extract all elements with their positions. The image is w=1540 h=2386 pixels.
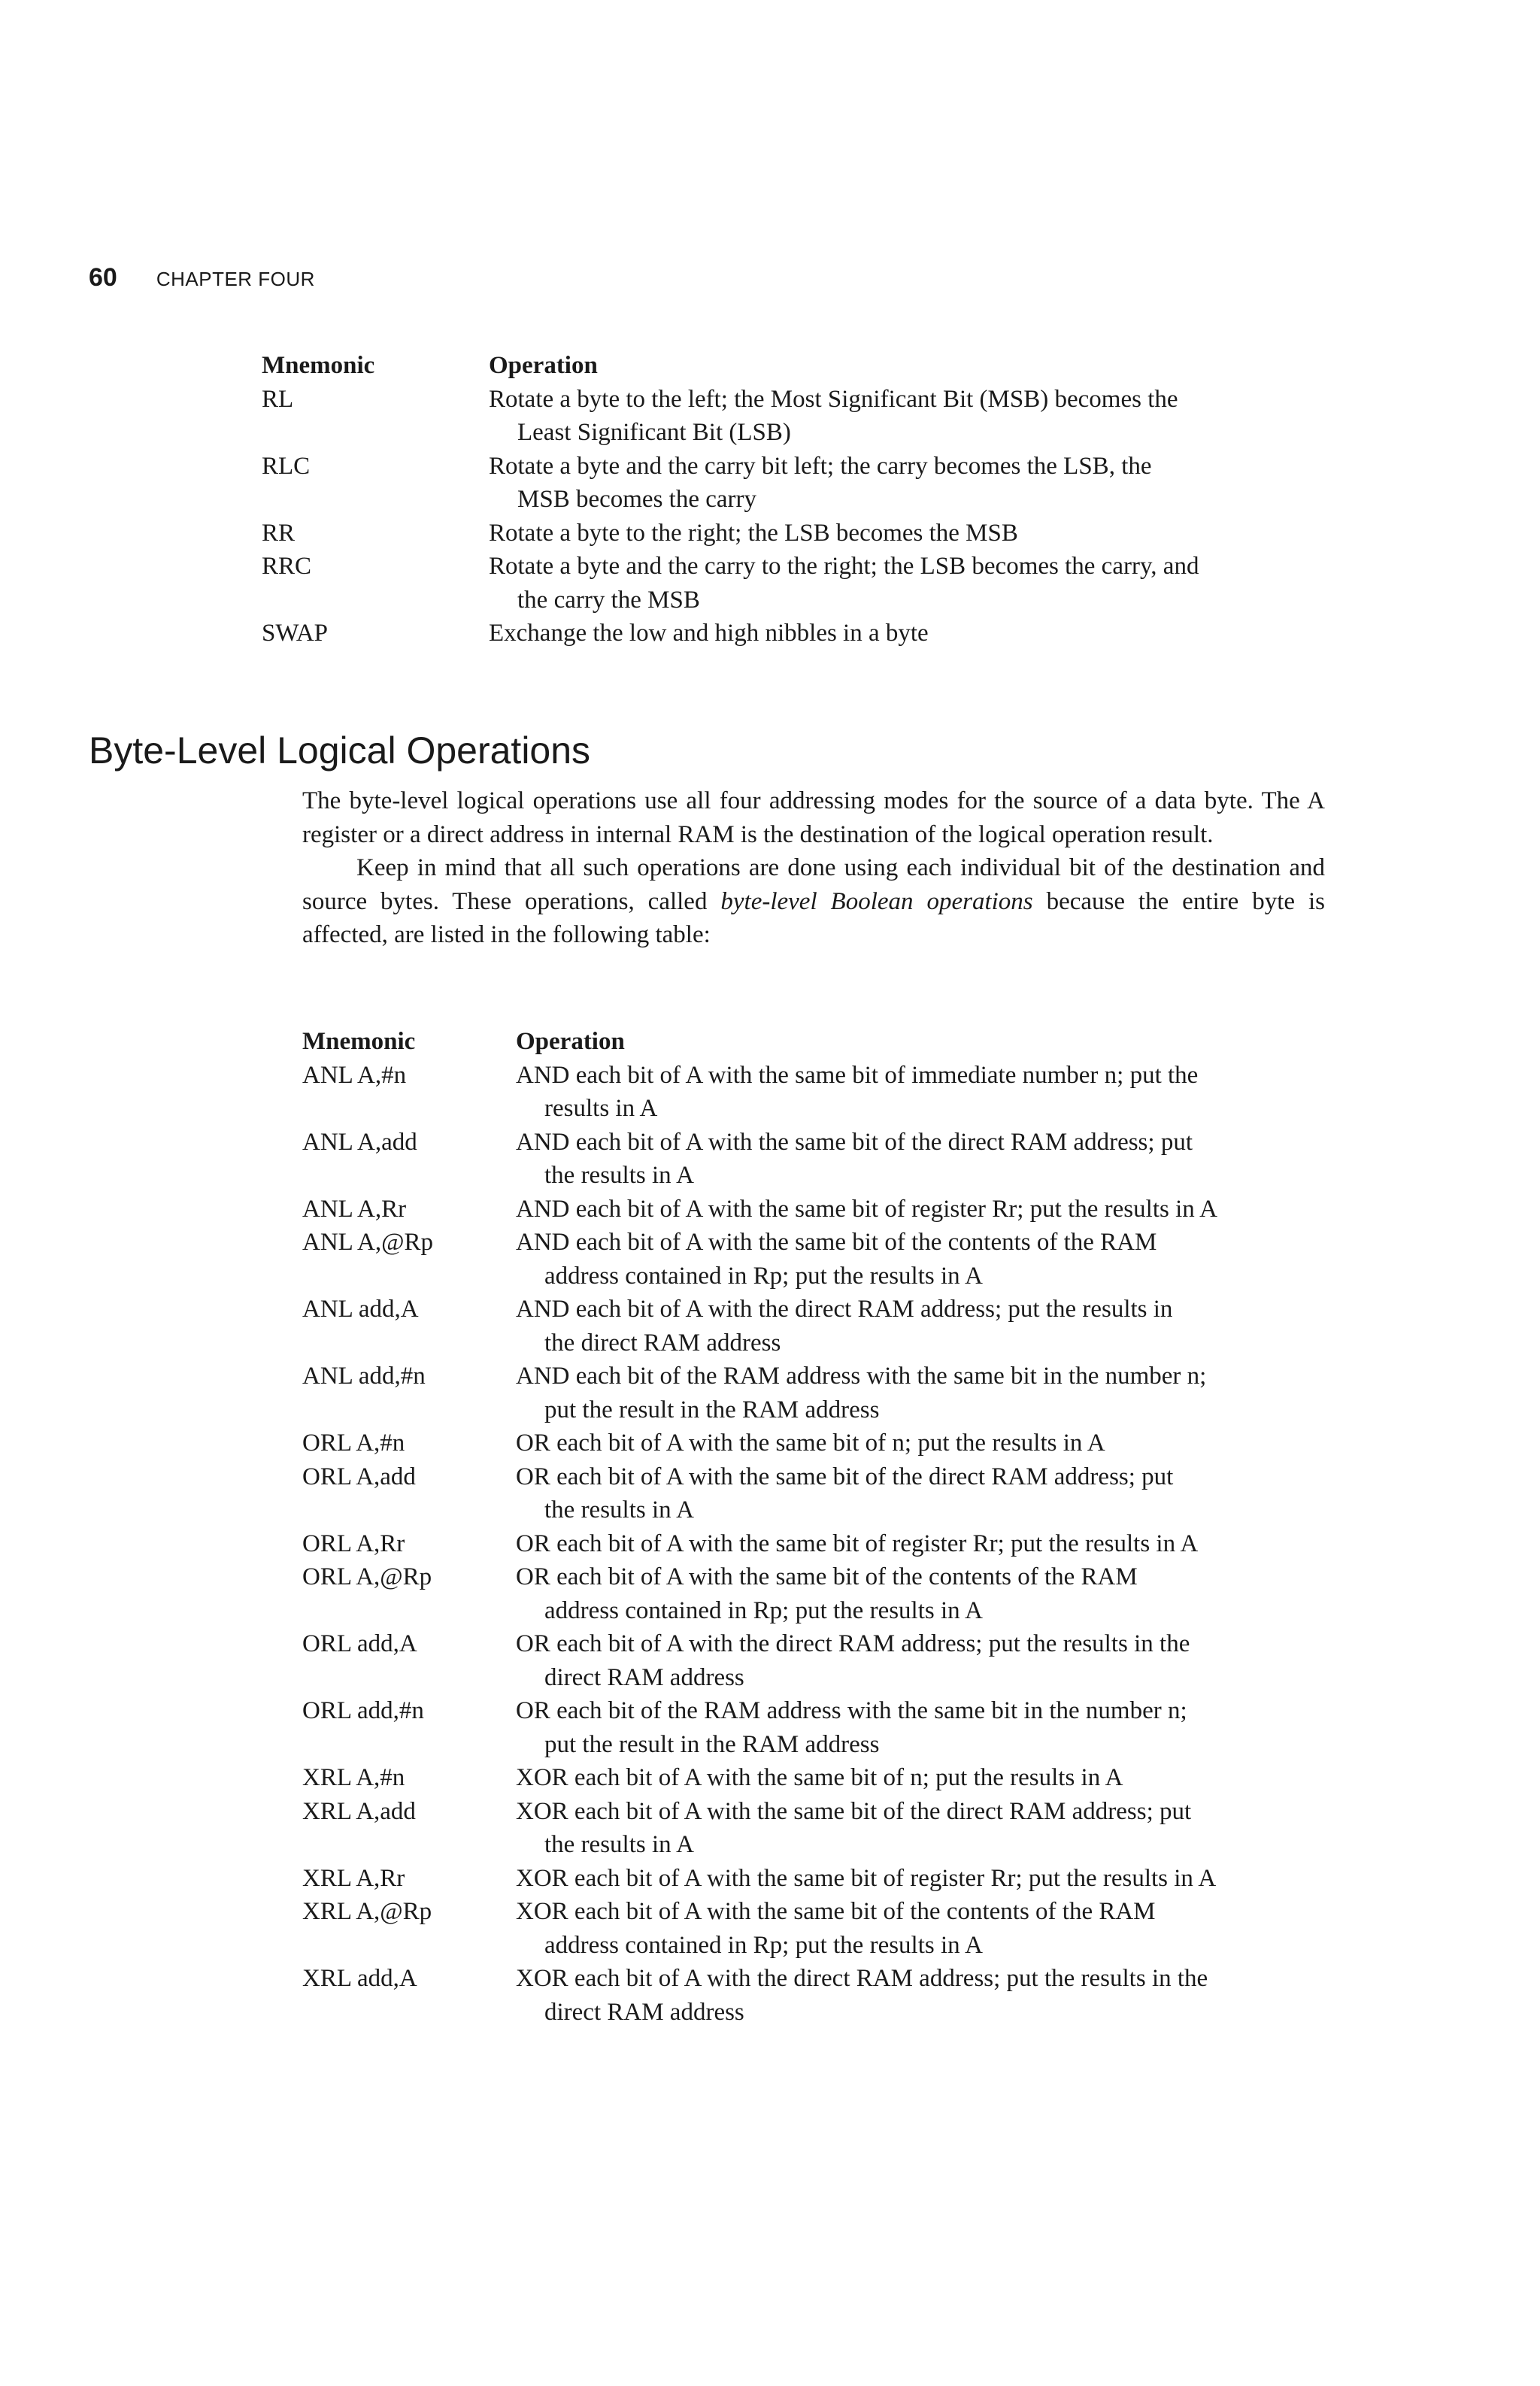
operation-cell: [516, 1560, 1340, 1627]
operation-cell: [516, 1862, 1340, 1896]
table-row: [302, 1193, 1340, 1226]
table-row: [302, 1460, 1340, 1527]
operation-line: address contained in Rp; put the results in A: [544, 1262, 983, 1290]
paragraph-1: The byte-level logical operations use all four addressing modes for the source of a data byte. The A register or a direct address in internal RAM is the destination of the logical operation result.: [302, 787, 1325, 848]
operation-cell: [489, 617, 1314, 650]
operation-line: AND each bit of the RAM address with the same bit in the number n;: [516, 1363, 1207, 1390]
operation-cell: [516, 1059, 1340, 1126]
table-row: [302, 1895, 1340, 1962]
mnemonic-cell: ANL A,@Rp: [302, 1229, 434, 1256]
mnemonic-cell: ORL A,add: [302, 1463, 416, 1490]
operation-cell: [489, 383, 1314, 450]
table-row: [302, 1560, 1340, 1627]
table-row: [302, 1126, 1340, 1193]
operation-cell: [516, 1460, 1340, 1527]
mnemonic-cell: XRL A,#n: [302, 1764, 405, 1791]
operation-cell: [516, 1360, 1340, 1426]
operation-line: the direct RAM address: [544, 1329, 781, 1357]
table-header: [302, 1025, 1340, 1059]
mnemonic-cell: XRL A,@Rp: [302, 1898, 432, 1925]
operation-line: results in A: [544, 1095, 658, 1122]
mnemonic-cell: RLC: [262, 452, 311, 480]
table-row: [302, 1862, 1340, 1896]
operation-cell: [516, 1226, 1340, 1293]
paragraph-2-text-b: because the entire byte is affected, are listed in the following table:: [302, 887, 1325, 948]
mnemonic-cell: ORL A,Rr: [302, 1530, 405, 1557]
paragraph-2: [302, 851, 1325, 952]
operation-line: Rotate a byte to the right; the LSB becomes the MSB: [489, 519, 1018, 547]
table-row: [262, 617, 1314, 650]
operation-line: OR each bit of A with the same bit of n; put the results in A: [516, 1429, 1105, 1457]
table-row: [302, 1059, 1340, 1126]
operation-line: Least Significant Bit (LSB): [517, 419, 791, 446]
operation-line: AND each bit of A with the same bit of the contents of the RAM: [516, 1229, 1157, 1256]
mnemonic-cell: XRL A,Rr: [302, 1864, 405, 1892]
mnemonic-cell: ANL add,A: [302, 1296, 419, 1323]
operation-line: Exchange the low and high nibbles in a byte: [489, 620, 929, 647]
table-row: [302, 1293, 1340, 1360]
operation-line: address contained in Rp; put the results in A: [544, 1931, 983, 1959]
operation-line: AND each bit of A with the same bit of register Rr; put the results in A: [516, 1195, 1218, 1223]
operation-line: the carry the MSB: [517, 586, 700, 614]
table-row: [302, 1360, 1340, 1426]
operation-cell: [516, 1627, 1340, 1694]
table-row: [302, 1761, 1340, 1795]
operation-cell: [516, 1895, 1340, 1962]
mnemonic-cell: ORL add,#n: [302, 1697, 424, 1724]
operation-line: XOR each bit of A with the same bit of register Rr; put the results in A: [516, 1864, 1217, 1892]
table-row: [302, 1795, 1340, 1862]
mnemonic-header: Mnemonic: [302, 1028, 416, 1055]
mnemonic-cell: ORL A,#n: [302, 1429, 405, 1457]
operation-header: Operation: [516, 1028, 625, 1055]
mnemonic-cell: XRL add,A: [302, 1965, 417, 1992]
table-row: [302, 1426, 1340, 1460]
operation-header: Operation: [489, 352, 598, 379]
table-row: [262, 450, 1314, 517]
logical-instruction-table: [302, 1025, 1340, 2029]
operation-cell: [516, 1694, 1340, 1761]
table-row: [262, 517, 1314, 550]
table-row: [302, 1226, 1340, 1293]
table-row: [302, 1962, 1340, 2029]
operation-line: Rotate a byte and the carry to the right; the LSB becomes the carry, and: [489, 553, 1199, 580]
mnemonic-cell: RL: [262, 385, 294, 413]
operation-line: XOR each bit of A with the same bit of n; put the results in A: [516, 1764, 1123, 1791]
operation-line: direct RAM address: [544, 1998, 744, 2026]
mnemonic-cell: SWAP: [262, 620, 329, 647]
operation-cell: [516, 1126, 1340, 1193]
operation-cell: [516, 1795, 1340, 1862]
mnemonic-cell: ANL A,Rr: [302, 1195, 407, 1223]
operation-line: AND each bit of A with the same bit of immediate number n; put the: [516, 1061, 1199, 1089]
operation-line: XOR each bit of A with the same bit of the contents of the RAM: [516, 1898, 1156, 1925]
page-number: 60: [89, 263, 117, 292]
mnemonic-cell: ORL add,A: [302, 1630, 417, 1657]
section-body: [302, 784, 1325, 952]
operation-line: the results in A: [544, 1496, 694, 1523]
operation-cell: [516, 1527, 1340, 1561]
mnemonic-cell: ANL add,#n: [302, 1363, 426, 1390]
operation-line: direct RAM address: [544, 1663, 744, 1691]
operation-line: OR each bit of A with the same bit of the direct RAM address; put: [516, 1463, 1174, 1490]
operation-line: MSB becomes the carry: [517, 486, 756, 513]
mnemonic-cell: ANL A,add: [302, 1128, 417, 1156]
operation-line: OR each bit of A with the direct RAM address; put the results in the: [516, 1630, 1190, 1657]
operation-line: the results in A: [544, 1831, 694, 1858]
table-header: [262, 349, 1314, 383]
operation-cell: [516, 1293, 1340, 1360]
paragraph-2-emphasis: byte-level Boolean operations: [720, 887, 1033, 915]
table-row: [302, 1694, 1340, 1761]
operation-line: AND each bit of A with the same bit of the direct RAM address; put: [516, 1128, 1193, 1156]
operation-cell: [516, 1761, 1340, 1795]
rotate-instruction-table: [262, 349, 1314, 650]
operation-line: OR each bit of the RAM address with the same bit in the number n;: [516, 1697, 1187, 1724]
operation-line: XOR each bit of A with the same bit of the direct RAM address; put: [516, 1797, 1192, 1825]
operation-line: put the result in the RAM address: [544, 1396, 880, 1423]
operation-cell: [516, 1193, 1340, 1226]
table-row: [302, 1627, 1340, 1694]
mnemonic-cell: ORL A,@Rp: [302, 1563, 432, 1590]
operation-line: OR each bit of A with the same bit of the contents of the RAM: [516, 1563, 1138, 1590]
chapter-label: CHAPTER FOUR: [156, 268, 315, 290]
table-row: [262, 550, 1314, 617]
paragraph-2-text-a: Keep in mind that all such operations are done using each individual bit of the destination and source bytes. These operations, called: [302, 854, 1325, 915]
operation-cell: [516, 1962, 1340, 2029]
operation-line: put the result in the RAM address: [544, 1730, 880, 1758]
mnemonic-cell: XRL A,add: [302, 1797, 416, 1825]
operation-cell: [489, 517, 1314, 550]
operation-line: AND each bit of A with the direct RAM address; put the results in: [516, 1296, 1173, 1323]
mnemonic-header: Mnemonic: [262, 352, 375, 379]
operation-cell: [489, 450, 1314, 517]
operation-cell: [489, 550, 1314, 617]
operation-line: XOR each bit of A with the direct RAM address; put the results in the: [516, 1965, 1208, 1992]
mnemonic-cell: RR: [262, 519, 296, 547]
operation-cell: [516, 1426, 1340, 1460]
operation-line: address contained in Rp; put the results in A: [544, 1596, 983, 1624]
section-heading: Byte-Level Logical Operations: [89, 729, 591, 772]
mnemonic-cell: RRC: [262, 553, 312, 580]
operation-line: OR each bit of A with the same bit of register Rr; put the results in A: [516, 1530, 1199, 1557]
mnemonic-cell: ANL A,#n: [302, 1061, 407, 1089]
operation-line: Rotate a byte and the carry bit left; the carry becomes the LSB, the: [489, 452, 1152, 480]
table-row: [262, 383, 1314, 450]
operation-line: the results in A: [544, 1162, 694, 1189]
table-row: [302, 1527, 1340, 1561]
running-head: [89, 263, 315, 296]
operation-line: Rotate a byte to the left; the Most Significant Bit (MSB) becomes the: [489, 385, 1178, 413]
